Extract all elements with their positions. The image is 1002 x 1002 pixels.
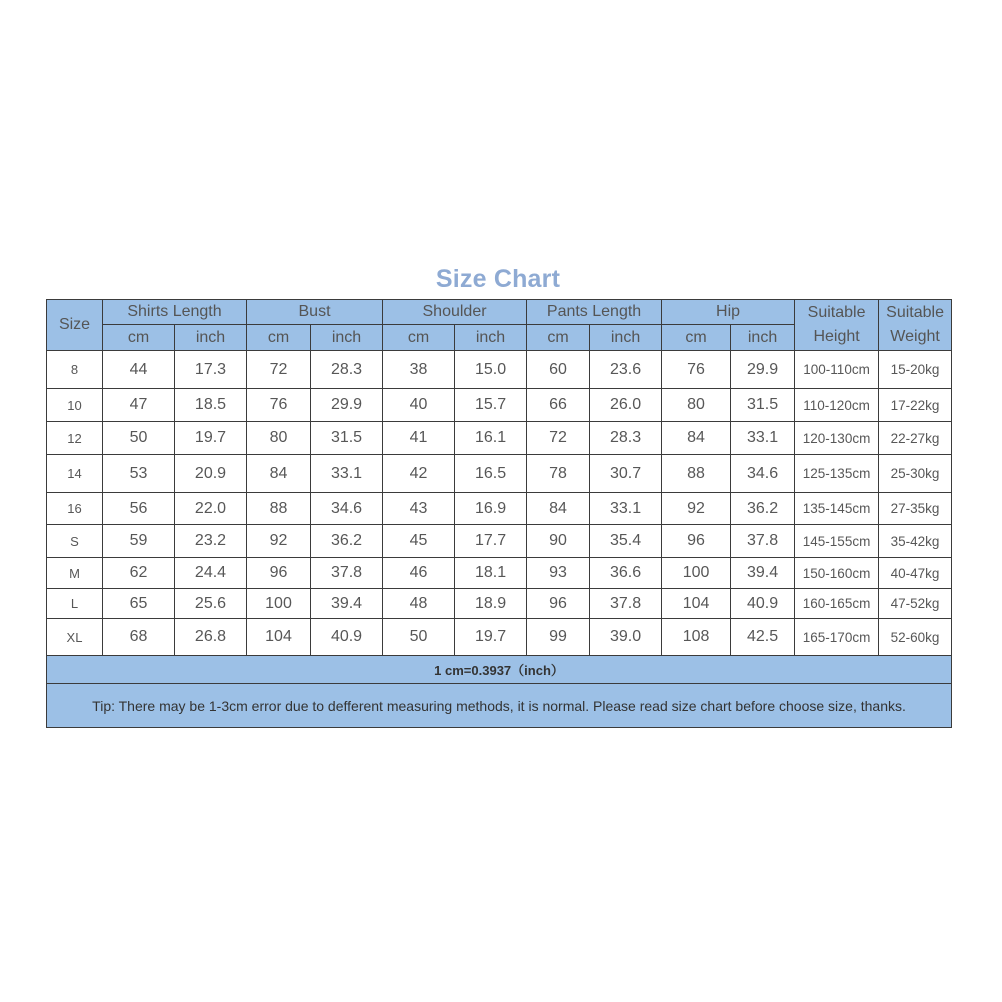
cell-shirts-length-cm: 53: [103, 455, 175, 493]
table-row: [47, 389, 952, 422]
cell-bust-inch: 29.9: [311, 389, 383, 422]
cell-shirts-length-cm: 62: [103, 558, 175, 589]
cell-hip-cm: 80: [662, 389, 731, 422]
table-row: [47, 619, 952, 656]
cell-hip-cm: 92: [662, 493, 731, 525]
cell-shoulder-cm: 38: [383, 351, 455, 389]
cell-suitable-height: 100-110cm: [795, 351, 879, 389]
cell-pants-length-cm: 72: [527, 422, 590, 455]
header-unit-inch: inch: [731, 325, 795, 351]
cell-bust-inch: 36.2: [311, 525, 383, 558]
cell-shirts-length-inch: 25.6: [175, 589, 247, 619]
cell-bust-inch: 31.5: [311, 422, 383, 455]
cell-hip-cm: 84: [662, 422, 731, 455]
cell-hip-inch: 34.6: [731, 455, 795, 493]
cell-suitable-weight: 15-20kg: [879, 351, 952, 389]
cell-pants-length-cm: 99: [527, 619, 590, 656]
size-chart-table: [46, 299, 952, 728]
cell-shirts-length-cm: 65: [103, 589, 175, 619]
cell-suitable-weight: 35-42kg: [879, 525, 952, 558]
cell-shirts-length-inch: 17.3: [175, 351, 247, 389]
cell-pants-length-cm: 60: [527, 351, 590, 389]
header-unit-inch: inch: [175, 325, 247, 351]
cell-pants-length-cm: 90: [527, 525, 590, 558]
tip-row: [47, 684, 952, 728]
cell-shoulder-inch: 16.5: [455, 455, 527, 493]
cell-hip-inch: 31.5: [731, 389, 795, 422]
cell-suitable-height: 165-170cm: [795, 619, 879, 656]
cell-shoulder-cm: 42: [383, 455, 455, 493]
cell-bust-cm: 84: [247, 455, 311, 493]
cell-suitable-weight: 27-35kg: [879, 493, 952, 525]
cell-hip-inch: 37.8: [731, 525, 795, 558]
cell-suitable-weight: 47-52kg: [879, 589, 952, 619]
cell-pants-length-inch: 28.3: [590, 422, 662, 455]
cell-shirts-length-cm: 44: [103, 351, 175, 389]
cell-size: 8: [47, 351, 103, 389]
cell-bust-cm: 72: [247, 351, 311, 389]
cell-pants-length-cm: 93: [527, 558, 590, 589]
cell-size: S: [47, 525, 103, 558]
cell-bust-cm: 92: [247, 525, 311, 558]
cell-suitable-weight: 52-60kg: [879, 619, 952, 656]
cell-shirts-length-inch: 20.9: [175, 455, 247, 493]
cell-size: L: [47, 589, 103, 619]
table-row: [47, 351, 952, 389]
header-unit-inch: inch: [311, 325, 383, 351]
header-suitable-weight-line2: Weight: [890, 328, 940, 345]
header-unit-inch: inch: [455, 325, 527, 351]
table-row: [47, 422, 952, 455]
cell-suitable-height: 150-160cm: [795, 558, 879, 589]
cell-suitable-weight: 22-27kg: [879, 422, 952, 455]
cell-shoulder-inch: 19.7: [455, 619, 527, 656]
conversion-note: 1 cm=0.3937（inch）: [47, 656, 952, 684]
header-bust: Bust: [247, 300, 383, 325]
cell-bust-cm: 100: [247, 589, 311, 619]
cell-hip-cm: 104: [662, 589, 731, 619]
cell-hip-cm: 76: [662, 351, 731, 389]
cell-hip-cm: 88: [662, 455, 731, 493]
cell-pants-length-cm: 84: [527, 493, 590, 525]
cell-shirts-length-inch: 18.5: [175, 389, 247, 422]
cell-shirts-length-cm: 47: [103, 389, 175, 422]
cell-bust-inch: 33.1: [311, 455, 383, 493]
cell-pants-length-inch: 30.7: [590, 455, 662, 493]
header-shirts-length: Shirts Length: [103, 300, 247, 325]
cell-bust-cm: 76: [247, 389, 311, 422]
header-suitable-height-line2: Height: [813, 328, 860, 345]
cell-shoulder-cm: 46: [383, 558, 455, 589]
table-row: [47, 525, 952, 558]
cell-shirts-length-inch: 23.2: [175, 525, 247, 558]
cell-shoulder-inch: 18.1: [455, 558, 527, 589]
cell-hip-cm: 108: [662, 619, 731, 656]
cell-size: XL: [47, 619, 103, 656]
cell-pants-length-inch: 33.1: [590, 493, 662, 525]
cell-shirts-length-cm: 50: [103, 422, 175, 455]
header-unit-cm: cm: [662, 325, 731, 351]
cell-shirts-length-inch: 26.8: [175, 619, 247, 656]
cell-bust-inch: 39.4: [311, 589, 383, 619]
header-suitable-weight: [879, 300, 952, 351]
cell-suitable-height: 125-135cm: [795, 455, 879, 493]
cell-shirts-length-inch: 22.0: [175, 493, 247, 525]
cell-shoulder-cm: 40: [383, 389, 455, 422]
cell-pants-length-inch: 26.0: [590, 389, 662, 422]
cell-hip-cm: 96: [662, 525, 731, 558]
cell-hip-inch: 29.9: [731, 351, 795, 389]
cell-pants-length-inch: 36.6: [590, 558, 662, 589]
header-suitable-height: [795, 300, 879, 351]
cell-suitable-height: 135-145cm: [795, 493, 879, 525]
cell-pants-length-cm: 96: [527, 589, 590, 619]
cell-shoulder-cm: 41: [383, 422, 455, 455]
table-row: [47, 589, 952, 619]
cell-shoulder-inch: 15.0: [455, 351, 527, 389]
cell-shoulder-cm: 43: [383, 493, 455, 525]
header-row-groups: [47, 300, 952, 325]
header-unit-cm: cm: [527, 325, 590, 351]
header-size: Size: [47, 300, 103, 351]
cell-shoulder-inch: 15.7: [455, 389, 527, 422]
page-title: Size Chart: [435, 265, 561, 293]
cell-suitable-height: 110-120cm: [795, 389, 879, 422]
cell-shirts-length-inch: 24.4: [175, 558, 247, 589]
cell-hip-inch: 42.5: [731, 619, 795, 656]
cell-hip-inch: 39.4: [731, 558, 795, 589]
cell-shirts-length-inch: 19.7: [175, 422, 247, 455]
header-unit-cm: cm: [247, 325, 311, 351]
cell-size: 10: [47, 389, 103, 422]
header-suitable-height-line1: Suitable: [807, 304, 866, 321]
cell-shoulder-cm: 50: [383, 619, 455, 656]
cell-bust-inch: 28.3: [311, 351, 383, 389]
tip-text: Tip: There may be 1-3cm error due to defferent measuring methods, it is normal. Please read size chart before choose size, thanks.: [47, 684, 952, 728]
cell-bust-cm: 104: [247, 619, 311, 656]
header-hip: Hip: [662, 300, 795, 325]
cell-bust-cm: 88: [247, 493, 311, 525]
header-unit-inch: inch: [590, 325, 662, 351]
cell-suitable-height: 160-165cm: [795, 589, 879, 619]
table-row: [47, 558, 952, 589]
cell-suitable-height: 145-155cm: [795, 525, 879, 558]
cell-shoulder-inch: 16.1: [455, 422, 527, 455]
cell-suitable-weight: 17-22kg: [879, 389, 952, 422]
cell-bust-cm: 80: [247, 422, 311, 455]
cell-pants-length-inch: 35.4: [590, 525, 662, 558]
cell-hip-inch: 40.9: [731, 589, 795, 619]
table-row: [47, 493, 952, 525]
cell-bust-inch: 40.9: [311, 619, 383, 656]
cell-shoulder-inch: 17.7: [455, 525, 527, 558]
cell-size: 12: [47, 422, 103, 455]
header-shoulder: Shoulder: [383, 300, 527, 325]
cell-pants-length-cm: 78: [527, 455, 590, 493]
cell-suitable-weight: 40-47kg: [879, 558, 952, 589]
cell-pants-length-cm: 66: [527, 389, 590, 422]
cell-size: M: [47, 558, 103, 589]
cell-shoulder-cm: 45: [383, 525, 455, 558]
cell-pants-length-inch: 39.0: [590, 619, 662, 656]
cell-bust-inch: 37.8: [311, 558, 383, 589]
cell-hip-inch: 33.1: [731, 422, 795, 455]
header-unit-cm: cm: [103, 325, 175, 351]
conversion-note-row: [47, 656, 952, 684]
cell-size: 16: [47, 493, 103, 525]
cell-shirts-length-cm: 68: [103, 619, 175, 656]
cell-suitable-weight: 25-30kg: [879, 455, 952, 493]
cell-hip-inch: 36.2: [731, 493, 795, 525]
cell-shoulder-cm: 48: [383, 589, 455, 619]
header-pants-length: Pants Length: [527, 300, 662, 325]
size-table-body: [47, 351, 952, 656]
cell-bust-cm: 96: [247, 558, 311, 589]
cell-pants-length-inch: 37.8: [590, 589, 662, 619]
cell-hip-cm: 100: [662, 558, 731, 589]
cell-suitable-height: 120-130cm: [795, 422, 879, 455]
cell-shirts-length-cm: 59: [103, 525, 175, 558]
header-suitable-weight-line1: Suitable: [886, 304, 944, 321]
cell-bust-inch: 34.6: [311, 493, 383, 525]
table-row: [47, 455, 952, 493]
cell-shoulder-inch: 18.9: [455, 589, 527, 619]
cell-size: 14: [47, 455, 103, 493]
cell-shirts-length-cm: 56: [103, 493, 175, 525]
cell-shoulder-inch: 16.9: [455, 493, 527, 525]
header-unit-cm: cm: [383, 325, 455, 351]
cell-pants-length-inch: 23.6: [590, 351, 662, 389]
